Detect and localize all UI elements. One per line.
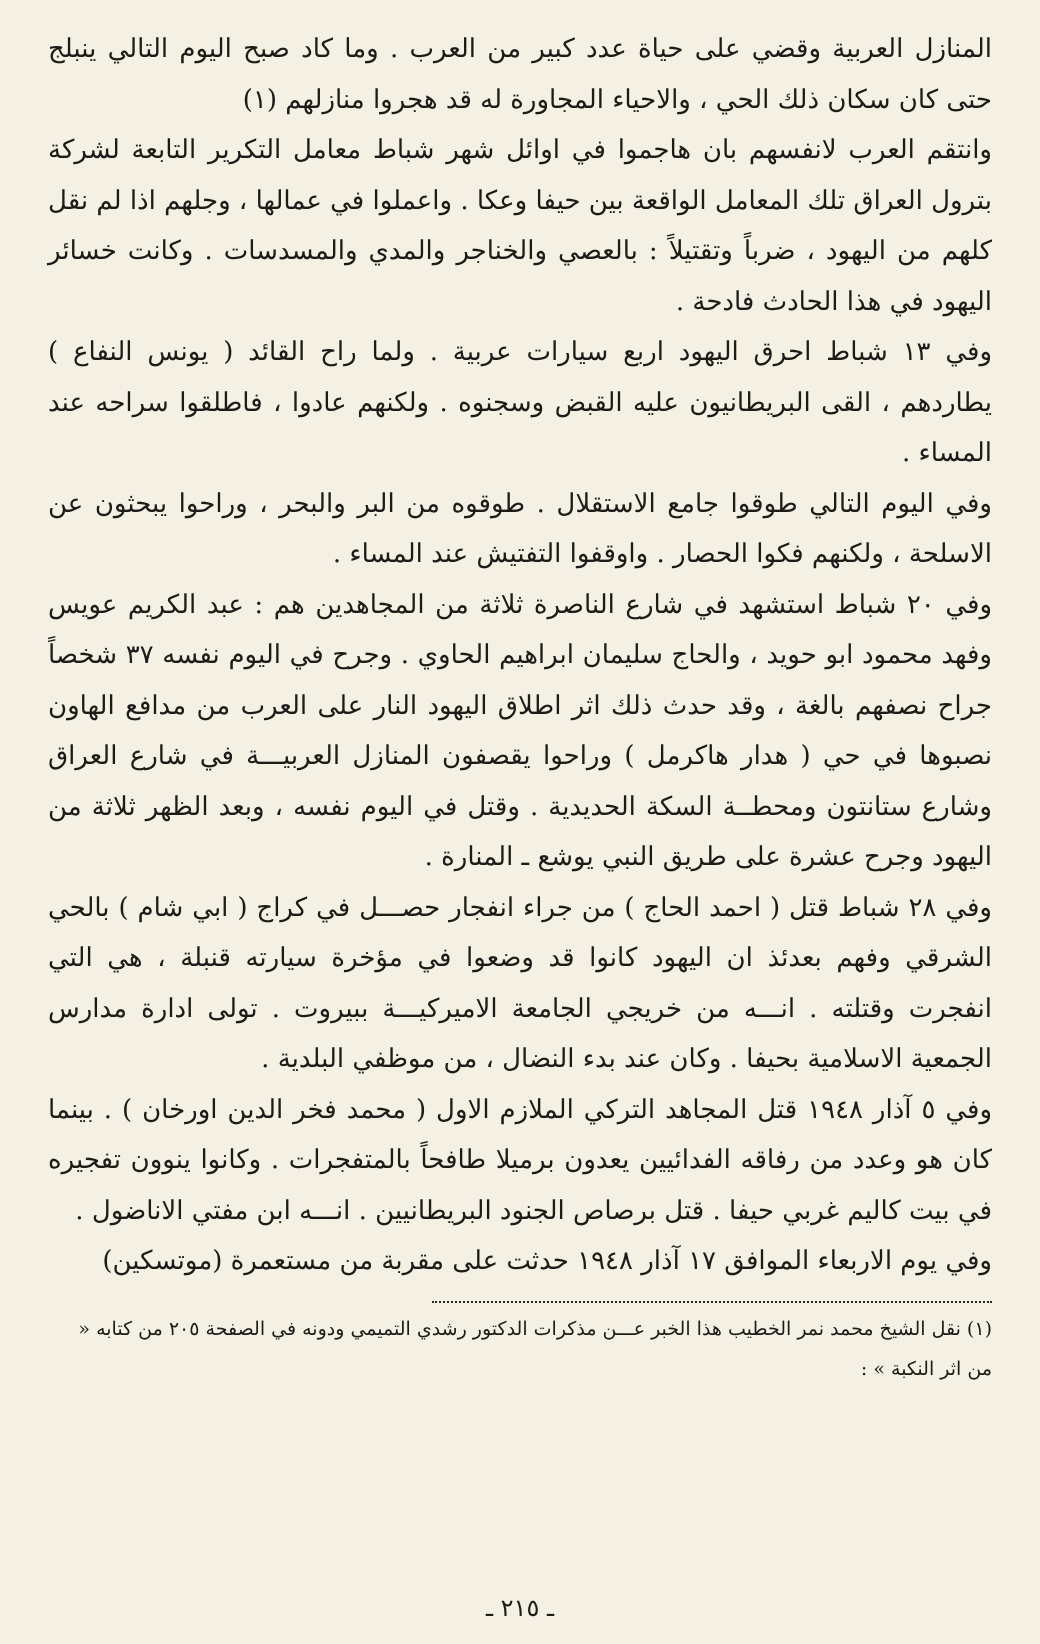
page-number: ـ ٢١٥ ـ	[485, 1594, 554, 1622]
paragraph-2: وانتقم العرب لانفسهم بان هاجموا في اوائل شهر شباط معامل التكرير التابعة لشركة بترول العراق تلك المعامل الواقعة بين حيفا وعكا . واعملوا في عمالها ، وجلهم اذا لم نقل كلهم من اليهود ، ضرباً وتقتيلاً : بالعصي والخناجر والمدي والمسدسات . وكانت خسائر اليهود في هذا الحادث فادحة .	[48, 135, 992, 317]
paragraph-1: المنازل العربية وقضي على حياة عدد كبير من العرب . وما كاد صبح اليوم التالي ينبلج حتى كان سكان ذلك الحي ، والاحياء المجاورة له قد هجروا منازلهم (١)	[48, 34, 992, 115]
body-text	[48, 24, 992, 1287]
paragraph-5: وفي ٢٠ شباط استشهد في شارع الناصرة ثلاثة من المجاهدين هم : عبد الكريم عويس وفهد محمود ابو حويد ، والحاج سليمان ابراهيم الحاوي . وجرح في اليوم نفسه ٣٧ شخصاً جراح نصفهم بالغة ، وقد حدث ذلك اثر اطلاق اليهود النار على العرب من مدافع الهاون نصبوها في حي ( هدار هاكرمل ) وراحوا يقصفون المنازل العربيـــة في شارع العراق وشارع ستانتون ومحطــة السكة الحديدية . وقتل في اليوم نفسه ، وبعد الظهر ثلاثة من اليهود وجرح عشرة على طريق النبي يوشع ـ المنارة .	[48, 589, 992, 872]
footnote-separator	[432, 1301, 992, 1303]
footnote: (١) نقل الشيخ محمد نمر الخطيب هذا الخبر عـــن مذكرات الدكتور رشدي التميمي ودونه في الصفحة ٢٠٥ من كتابه « من اثر النكبة » :	[78, 1317, 992, 1380]
paragraph-4: وفي اليوم التالي طوقوا جامع الاستقلال . طوقوه من البر والبحر ، وراحوا يبحثون عن الاسلحة ، ولكنهم فكوا الحصار . واوقفوا التفتيش عند المساء .	[48, 488, 992, 569]
paragraph-8: وفي يوم الاربعاء الموافق ١٧ آذار ١٩٤٨ حدثت على مقربة من مستعمرة (موتسكين)	[102, 1246, 992, 1276]
paragraph-7: وفي ٥ آذار ١٩٤٨ قتل المجاهد التركي الملازم الاول ( محمد فخر الدين اورخان ) . بينما كان هو وعدد من رفاقه الفدائيين يعدون برميلا طافحاً بالمتفجرات . وكانوا ينوون تفجيره في بيت كاليم غربي حيفا . قتل برصاص الجنود البريطانيين . انـــه ابن مفتي الاناضول .	[48, 1094, 993, 1226]
paragraph-3: وفي ١٣ شباط احرق اليهود اربع سيارات عربية . ولما راح القائد ( يونس النفاع ) يطاردهم ، القى البريطانيون عليه القبض وسجنوه . ولكنهم عادوا ، فاطلقوا سراحه عند المساء .	[48, 337, 992, 468]
paragraph-6: وفي ٢٨ شباط قتل ( احمد الحاج ) من جراء انفجار حصـــل في كراج ( ابي شام ) بالحي الشرقي وفهم بعدئذ ان اليهود كانوا قد وضعوا في مؤخرة سيارته قنبلة ، هي التي انفجرت وقتلته . انـــه من خريجي الجامعة الاميركيـــة ببيروت . تولى ادارة مدارس الجمعية الاسلامية بحيفا . وكان عند بدء النضال ، من موظفي البلدية .	[48, 892, 993, 1074]
